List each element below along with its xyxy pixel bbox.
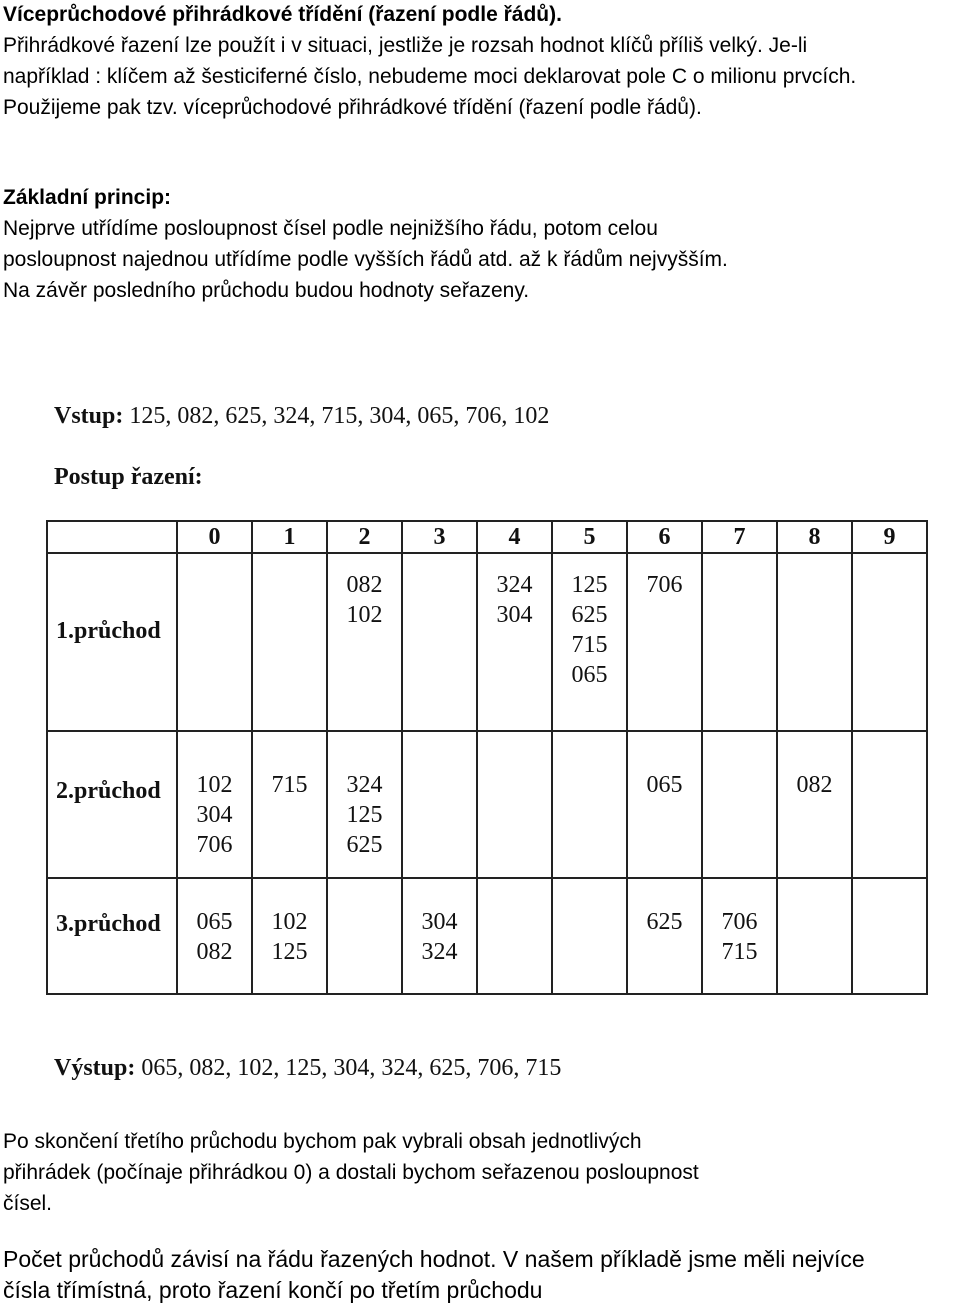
bin-cell [327,553,402,731]
page-title: Víceprůchodové přihrádkové třídění (řazení podle řádů). [3,3,562,26]
bin-cell [402,553,477,731]
principle-line: posloupnost najednou utřídíme podle vyšších řádů atd. až k řádům nejvyšším. [3,248,728,271]
bin-cell [252,878,327,994]
conclusion-line: čísel. [3,1192,53,1215]
intro-line: Přihrádkové řazení lze použít i v situaci, jestliže je rozsah hodnot klíčů příliš velký. Je-li [3,34,808,57]
bin-cell [327,878,402,994]
bin-cell [177,878,252,994]
pass-label-text: 2.průchod [56,778,161,804]
intro-line: například : klíčem až šesticiferné číslo, nebudeme moci deklarovat pole C o milionu prvcích. [3,65,857,88]
bin-value: 125 [571,572,608,598]
conclusion-line: Po skončení třetího průchodu bychom pak vybrali obsah jednotlivých [3,1130,642,1153]
corner-cell [47,521,177,553]
bin-header: 8 [777,521,852,553]
output-line [54,1055,561,1082]
pass-label [47,731,177,878]
bin-value: 304 [196,802,233,828]
bin-value: 082 [196,939,233,965]
bin-cell [552,731,627,878]
bin-value: 625 [346,832,383,858]
bin-cell [702,731,777,878]
bin-value: 706 [646,572,683,598]
bin-header: 7 [702,521,777,553]
bins-header-row [47,521,927,553]
bin-header: 0 [177,521,252,553]
principle-paragraph [3,182,728,306]
bin-value: 125 [271,939,308,965]
bin-cell [627,553,702,731]
conclusion-line: přihrádek (počínaje přihrádkou 0) a dostali bychom seřazenou posloupnost [3,1161,699,1184]
bin-cell [327,731,402,878]
principle-line: Nejprve utřídíme posloupnost čísel podle nejnižšího řádu, potom celou [3,217,658,240]
conclusion-paragraph [3,1126,699,1219]
bin-cell [402,878,477,994]
bin-cell [777,878,852,994]
bin-value: 304 [496,602,533,628]
output-values: 065, 082, 102, 125, 304, 324, 625, 706, 715 [141,1055,562,1081]
procedure-label: Postup řazení: [54,464,203,490]
final-paragraph [3,1244,865,1306]
bin-cell [777,553,852,731]
bin-value: 625 [571,602,608,628]
intro-line: Použijeme pak tzv. víceprůchodové přihrádkové třídění (řazení podle řádů). [3,96,702,119]
bin-cell [852,553,927,731]
bin-cell [852,731,927,878]
radix-bins-table [46,520,928,995]
bin-cell [477,553,552,731]
bin-value: 102 [346,602,383,628]
bin-header: 1 [252,521,327,553]
bin-header: 3 [402,521,477,553]
bin-header: 6 [627,521,702,553]
input-label: Vstup: [54,403,124,429]
bin-cell [252,731,327,878]
bin-value: 324 [421,939,458,965]
intro-paragraph [3,30,856,123]
bin-value: 065 [571,662,608,688]
bin-cell [702,878,777,994]
bin-cell [852,878,927,994]
pass-label-text: 3.průchod [56,911,161,937]
bin-value: 125 [346,802,383,828]
final-line: Počet průchodů závisí na řádu řazených hodnot. V našem příkladě jsme měli nejvíce [3,1246,865,1272]
bin-header: 5 [552,521,627,553]
bin-value: 706 [196,832,233,858]
pass-row [47,878,927,994]
bin-cell [252,553,327,731]
bin-value: 304 [421,909,458,935]
bin-header: 2 [327,521,402,553]
input-line [54,403,549,430]
bin-value: 706 [721,909,758,935]
bin-value: 102 [196,772,233,798]
bin-value: 065 [646,772,683,798]
bin-cell [477,878,552,994]
bin-cell [627,878,702,994]
bin-value: 715 [271,772,308,798]
bin-value: 082 [796,772,833,798]
bin-cell [177,553,252,731]
bin-value: 625 [646,909,683,935]
bin-header: 4 [477,521,552,553]
bin-value: 065 [196,909,233,935]
bin-cell [477,731,552,878]
bin-cell [777,731,852,878]
bin-cell [627,731,702,878]
bin-cell [402,731,477,878]
final-line: čísla třímístná, proto řazení končí po třetím průchodu [3,1277,543,1303]
pass-row [47,731,927,878]
output-label: Výstup: [54,1055,136,1081]
input-values: 125, 082, 625, 324, 715, 304, 065, 706, 102 [129,403,550,429]
bin-cell [552,553,627,731]
pass-label [47,553,177,731]
bin-cell [177,731,252,878]
pass-label [47,878,177,994]
bin-cell [702,553,777,731]
bin-value: 715 [571,632,608,658]
bin-value: 324 [346,772,383,798]
pass-row [47,553,927,731]
bin-value: 082 [346,572,383,598]
bin-header: 9 [852,521,927,553]
bin-cell [552,878,627,994]
principle-line: Na závěr posledního průchodu budou hodnoty seřazeny. [3,279,530,302]
bin-value: 324 [496,572,533,598]
bin-value: 715 [721,939,758,965]
principle-heading: Základní princip: [3,186,172,209]
pass-label-text: 1.průchod [56,618,161,644]
bin-value: 102 [271,909,308,935]
